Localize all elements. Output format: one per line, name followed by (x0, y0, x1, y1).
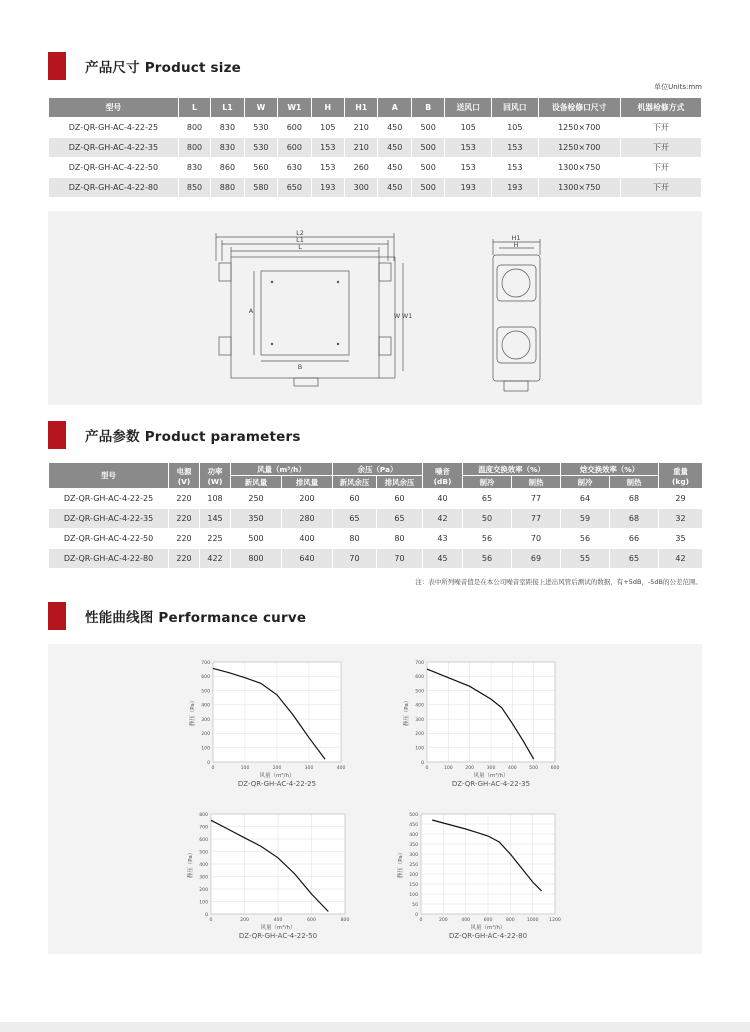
table-cell: 220 (169, 509, 200, 529)
size-table (48, 97, 702, 198)
table-cell: 105 (492, 118, 539, 138)
y-tick-label: 100 (201, 746, 210, 752)
y-tick-label: 300 (409, 852, 418, 858)
size-header-10: 回风口 (492, 98, 539, 118)
table-cell: 70 (512, 529, 561, 549)
y-tick-label: 100 (409, 892, 418, 898)
table-cell: 800 (231, 549, 282, 569)
x-tick-label: 200 (240, 918, 249, 923)
size-table-header (49, 98, 702, 118)
performance-curve-panel (48, 644, 702, 954)
table-cell: 60 (377, 489, 423, 509)
table-cell: 50 (463, 509, 512, 529)
table-cell: 105 (445, 118, 492, 138)
table-cell: 210 (345, 138, 378, 158)
table-cell: 800 (178, 118, 210, 138)
unit-body-outline (231, 257, 379, 378)
table-cell: 880 (211, 178, 244, 198)
header-model: 型号 (49, 463, 169, 489)
table-cell: 830 (211, 138, 244, 158)
table-cell: 500 (411, 118, 444, 138)
header-airflow-exhaust: 排风量 (282, 476, 333, 489)
y-tick-label: 300 (201, 717, 210, 723)
table-cell: 500 (411, 138, 444, 158)
size-header-1: L (178, 98, 210, 118)
chart-title: DZ-QR-GH-AC-4-22-80 (448, 932, 528, 940)
table-row (49, 158, 702, 178)
table-cell: 153 (492, 158, 539, 178)
table-cell: 42 (423, 509, 463, 529)
table-cell: 210 (345, 118, 378, 138)
model-cell: DZ-QR-GH-AC-4-22-80 (49, 178, 179, 198)
x-tick-label: 400 (461, 918, 471, 923)
table-row (49, 178, 702, 198)
table-cell: 70 (333, 549, 377, 569)
size-header-9: 送风口 (445, 98, 492, 118)
table-cell: 850 (178, 178, 210, 198)
table-cell: 860 (211, 158, 244, 178)
model-cell: DZ-QR-GH-AC-4-22-35 (49, 509, 169, 529)
table-cell: 530 (244, 138, 277, 158)
table-cell: 1300×750 (538, 158, 620, 178)
y-tick-label: 200 (415, 732, 424, 738)
table-cell: 下开 (620, 138, 701, 158)
table-cell: 153 (492, 138, 539, 158)
table-cell: 59 (561, 509, 610, 529)
dimension-drawing (48, 211, 702, 405)
y-tick-label: 500 (415, 689, 424, 695)
x-tick-label: 0 (211, 766, 215, 771)
noise-footnote: 注：表中所列噪音值是在本公司噪音室距接上进出风管后测试的数据，有+5dB，-5dB的公差范围。 (415, 578, 702, 586)
table-cell: 55 (561, 549, 610, 569)
label-B: B (297, 363, 303, 371)
table-cell: 260 (345, 158, 378, 178)
size-header-6: H1 (345, 98, 378, 118)
table-row (49, 118, 702, 138)
table-cell: 193 (492, 178, 539, 198)
y-tick-label: 500 (409, 812, 418, 818)
footer-band (0, 1022, 750, 1032)
section-accent-bar (48, 52, 66, 80)
table-cell: 225 (200, 529, 231, 549)
table-cell: 66 (610, 529, 659, 549)
y-tick-label: 450 (409, 822, 418, 828)
label-W: W (393, 312, 401, 320)
y-tick-label: 100 (415, 746, 424, 752)
y-tick-label: 700 (415, 660, 424, 666)
header-enth-heat: 制热 (610, 476, 659, 489)
table-cell: 1250×700 (538, 138, 620, 158)
label-L: L (298, 243, 302, 251)
table-cell: 530 (244, 118, 277, 138)
header-temp-cool: 制冷 (463, 476, 512, 489)
table-cell: 68 (610, 489, 659, 509)
x-tick-label: 1200 (549, 918, 561, 923)
table-cell: 69 (512, 549, 561, 569)
x-tick-label: 200 (438, 918, 448, 923)
model-cell: DZ-QR-GH-AC-4-22-50 (49, 529, 169, 549)
x-tick-label: 300 (304, 766, 314, 771)
table-cell: 32 (659, 509, 703, 529)
x-tick-label: 1000 (526, 918, 539, 923)
x-tick-label: 0 (425, 766, 429, 771)
label-A: A (248, 307, 254, 315)
params-header-row-1 (49, 463, 703, 476)
y-tick-label: 200 (409, 872, 418, 878)
section-header-size (48, 52, 241, 80)
table-row (49, 509, 703, 529)
table-cell: 640 (282, 549, 333, 569)
y-tick-label: 600 (199, 837, 208, 843)
table-cell: 42 (659, 549, 703, 569)
header-pressure-exhaust: 排风余压 (377, 476, 423, 489)
y-tick-label: 100 (199, 900, 208, 906)
unit-note: 单位Units:mm (654, 83, 702, 91)
y-tick-label: 600 (201, 675, 210, 681)
y-tick-label: 300 (199, 875, 208, 881)
table-cell: 下开 (620, 118, 701, 138)
y-tick-label: 200 (201, 732, 210, 738)
table-cell: 56 (463, 549, 512, 569)
model-cell: DZ-QR-GH-AC-4-22-35 (49, 138, 179, 158)
y-tick-label: 500 (201, 689, 210, 695)
x-axis-label: 风量（m³/h） (473, 773, 509, 779)
table-row (49, 138, 702, 158)
model-cell: DZ-QR-GH-AC-4-22-50 (49, 158, 179, 178)
table-cell: 220 (169, 489, 200, 509)
table-cell: 350 (231, 509, 282, 529)
y-tick-label: 0 (207, 760, 210, 766)
header-noise: 噪音 (dB) (423, 463, 463, 489)
performance-curves-svg (48, 644, 702, 954)
table-cell: 70 (377, 549, 423, 569)
table-cell: 300 (345, 178, 378, 198)
table-cell: 153 (311, 138, 344, 158)
x-axis-label: 风量（m³/h） (259, 773, 295, 779)
section-title-curve: 性能曲线图 Performance curve (85, 610, 307, 626)
table-cell: 77 (512, 509, 561, 529)
table-cell: 下开 (620, 178, 701, 198)
table-cell: 65 (377, 509, 423, 529)
table-cell: 60 (333, 489, 377, 509)
x-tick-label: 0 (419, 918, 423, 923)
model-cell: DZ-QR-GH-AC-4-22-25 (49, 118, 179, 138)
y-tick-label: 400 (415, 703, 424, 709)
label-L2: L2 (296, 229, 304, 237)
header-temp-heat: 制热 (512, 476, 561, 489)
y-tick-label: 400 (409, 832, 418, 838)
y-tick-label: 700 (199, 825, 208, 831)
service-panel-outline (261, 271, 349, 355)
size-header-12: 机器检修方式 (620, 98, 701, 118)
table-cell: 56 (463, 529, 512, 549)
y-tick-label: 0 (415, 912, 418, 918)
x-tick-label: 400 (273, 918, 283, 923)
y-tick-label: 250 (409, 862, 418, 868)
table-cell: 68 (610, 509, 659, 529)
model-cell: DZ-QR-GH-AC-4-22-80 (49, 549, 169, 569)
y-tick-label: 400 (201, 703, 210, 709)
dimension-drawing-svg (48, 211, 702, 405)
y-tick-label: 700 (201, 660, 210, 666)
header-pressure: 余压（Pa） (333, 463, 423, 476)
table-cell: 450 (378, 118, 411, 138)
table-cell: 77 (512, 489, 561, 509)
table-row (49, 529, 703, 549)
header-pressure-fresh: 新风余压 (333, 476, 377, 489)
section-accent-bar (48, 421, 66, 449)
section-accent-bar (48, 602, 66, 630)
y-tick-label: 800 (199, 812, 208, 818)
model-cell: DZ-QR-GH-AC-4-22-25 (49, 489, 169, 509)
header-weight: 重量 (kg) (659, 463, 703, 489)
y-tick-label: 200 (199, 887, 208, 893)
size-header-8: B (411, 98, 444, 118)
table-cell: 145 (200, 509, 231, 529)
chart-title: DZ-QR-GH-AC-4-22-50 (238, 932, 318, 940)
table-cell: 630 (278, 158, 311, 178)
x-axis-label: 风量（m³/h） (470, 925, 506, 931)
y-tick-label: 500 (199, 850, 208, 856)
table-cell: 800 (178, 138, 210, 158)
section-header-curve (48, 602, 306, 630)
header-enth-eff: 焓交换效率（%） (561, 463, 659, 476)
chart-title: DZ-QR-GH-AC-4-22-25 (237, 780, 317, 788)
table-cell: 400 (282, 529, 333, 549)
table-cell: 280 (282, 509, 333, 529)
table-cell: 153 (445, 158, 492, 178)
x-tick-label: 100 (443, 766, 453, 771)
x-tick-label: 200 (272, 766, 282, 771)
params-table (48, 462, 703, 569)
y-axis-label: 静压（Pa） (188, 849, 194, 879)
table-cell: 193 (445, 178, 492, 198)
label-H: H (513, 241, 519, 249)
table-cell: 830 (178, 158, 210, 178)
table-cell: 64 (561, 489, 610, 509)
y-tick-label: 50 (412, 902, 418, 908)
table-cell: 500 (411, 158, 444, 178)
table-cell: 105 (311, 118, 344, 138)
table-cell: 450 (378, 178, 411, 198)
y-tick-label: 300 (415, 717, 424, 723)
header-airflow: 风量（m³/h） (231, 463, 333, 476)
chart-title: DZ-QR-GH-AC-4-22-35 (451, 780, 531, 788)
table-cell: 80 (333, 529, 377, 549)
x-tick-label: 600 (307, 918, 316, 923)
table-cell: 65 (610, 549, 659, 569)
table-cell: 830 (211, 118, 244, 138)
table-cell: 43 (423, 529, 463, 549)
x-tick-label: 100 (240, 766, 250, 771)
x-tick-label: 800 (505, 918, 515, 923)
table-cell: 220 (169, 529, 200, 549)
y-tick-label: 0 (421, 760, 424, 766)
table-cell: 40 (423, 489, 463, 509)
y-tick-label: 350 (409, 842, 418, 848)
size-header-7: A (378, 98, 411, 118)
table-cell: 56 (561, 529, 610, 549)
size-header-2: L1 (211, 98, 244, 118)
table-cell: 450 (378, 158, 411, 178)
y-tick-label: 400 (199, 862, 208, 868)
size-header-3: W (244, 98, 277, 118)
table-cell: 108 (200, 489, 231, 509)
y-axis-label: 静压（Pa） (190, 697, 196, 727)
size-header-5: H (311, 98, 344, 118)
y-tick-label: 150 (409, 882, 418, 888)
table-cell: 1300×750 (538, 178, 620, 198)
header-power: 功率 (W) (200, 463, 231, 489)
x-tick-label: 400 (507, 766, 517, 771)
header-airflow-fresh: 新风量 (231, 476, 282, 489)
section-title-size: 产品尺寸 Product size (85, 60, 242, 76)
x-tick-label: 300 (486, 766, 496, 771)
size-header-11: 设备检修口尺寸 (538, 98, 620, 118)
table-cell: 450 (378, 138, 411, 158)
header-enth-cool: 制冷 (561, 476, 610, 489)
table-cell: 560 (244, 158, 277, 178)
table-cell: 65 (333, 509, 377, 529)
table-cell: 250 (231, 489, 282, 509)
table-cell: 422 (200, 549, 231, 569)
header-temp-eff: 温度交换效率（%） (463, 463, 561, 476)
table-cell: 193 (311, 178, 344, 198)
section-header-params (48, 421, 301, 449)
size-header-0: 型号 (49, 98, 179, 118)
x-tick-label: 0 (209, 918, 213, 923)
header-power-source: 电源 (V) (169, 463, 200, 489)
x-tick-label: 200 (465, 766, 475, 771)
table-cell: 600 (278, 118, 311, 138)
x-tick-label: 800 (340, 918, 350, 923)
table-cell: 65 (463, 489, 512, 509)
table-cell: 80 (377, 529, 423, 549)
section-title-params: 产品参数 Product parameters (85, 429, 301, 445)
label-L1: L1 (296, 236, 304, 244)
table-cell: 45 (423, 549, 463, 569)
table-row (49, 549, 703, 569)
table-cell: 35 (659, 529, 703, 549)
y-axis-label: 静压（Pa） (404, 697, 410, 727)
table-cell: 200 (282, 489, 333, 509)
table-cell: 下开 (620, 158, 701, 178)
y-tick-label: 600 (415, 675, 424, 681)
table-cell: 29 (659, 489, 703, 509)
size-header-4: W1 (278, 98, 311, 118)
label-H1: H1 (511, 234, 521, 242)
table-cell: 153 (445, 138, 492, 158)
x-axis-label: 风量（m³/h） (260, 925, 296, 931)
table-row (49, 489, 703, 509)
y-tick-label: 0 (205, 912, 208, 918)
x-tick-label: 600 (550, 766, 560, 771)
table-cell: 220 (169, 549, 200, 569)
x-tick-label: 500 (529, 766, 539, 771)
table-cell: 600 (278, 138, 311, 158)
table-cell: 650 (278, 178, 311, 198)
table-cell: 1250×700 (538, 118, 620, 138)
table-cell: 500 (231, 529, 282, 549)
table-cell: 500 (411, 178, 444, 198)
table-cell: 580 (244, 178, 277, 198)
label-W1: W1 (401, 312, 413, 320)
table-cell: 153 (311, 158, 344, 178)
x-tick-label: 400 (336, 766, 346, 771)
x-tick-label: 600 (483, 918, 493, 923)
y-axis-label: 静压（Pa） (398, 849, 404, 879)
